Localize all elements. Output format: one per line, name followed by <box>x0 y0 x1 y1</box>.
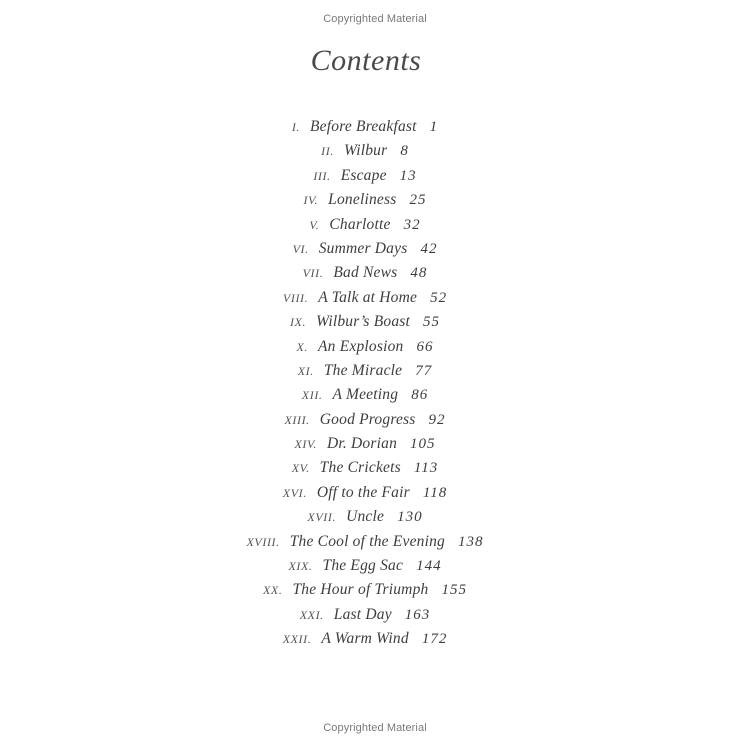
chapter-page-number: 13 <box>399 167 417 184</box>
chapter-numeral: XIII. <box>284 412 310 427</box>
chapter-numeral: XX. <box>263 583 283 598</box>
chapter-title: Charlotte <box>329 215 391 233</box>
chapter-title: Bad News <box>333 264 398 282</box>
chapter-title: Loneliness <box>328 191 397 209</box>
toc-entry <box>0 603 730 627</box>
chapter-page-number: 48 <box>410 265 428 282</box>
toc-entry <box>0 139 730 163</box>
toc-entry <box>0 554 730 578</box>
chapter-title: A Warm Wind <box>321 630 409 648</box>
toc-entry <box>0 335 730 359</box>
chapter-page-number: 66 <box>416 338 434 355</box>
chapter-page-number: 1 <box>429 119 439 135</box>
chapter-title: Off to the Fair <box>316 483 410 501</box>
chapter-title: The Cool of the Evening <box>289 532 446 550</box>
toc-entry <box>0 408 730 432</box>
chapter-title: The Hour of Triumph <box>292 581 429 599</box>
chapter-numeral: XIX. <box>288 559 313 574</box>
toc-entry <box>0 359 730 383</box>
chapter-page-number: 92 <box>428 411 446 428</box>
toc-entry <box>0 505 730 529</box>
toc-entry <box>0 530 730 554</box>
chapter-title: Wilbur’s Boast <box>316 313 411 331</box>
copyright-watermark-top: Copyrighted Material <box>323 13 427 25</box>
chapter-title: The Egg Sac <box>322 557 404 575</box>
chapter-title: A Talk at Home <box>318 288 418 306</box>
chapter-page-number: 144 <box>416 558 442 575</box>
chapter-page-number: 52 <box>430 289 448 306</box>
page-title: Contents <box>310 44 422 77</box>
toc-entry <box>0 286 730 310</box>
chapter-page-number: 8 <box>400 143 409 160</box>
toc-entry <box>0 188 730 212</box>
chapter-numeral: IV. <box>303 193 319 208</box>
chapter-numeral: VI. <box>292 241 309 256</box>
chapter-title: Last Day <box>333 605 392 623</box>
chapter-numeral: IX. <box>289 315 307 330</box>
toc-entry <box>0 261 730 285</box>
chapter-title: Good Progress <box>319 410 416 428</box>
copyright-watermark-bottom: Copyrighted Material <box>323 722 427 734</box>
chapter-title: Wilbur <box>343 142 388 160</box>
chapter-numeral: II. <box>321 144 334 159</box>
toc-entry <box>0 115 730 139</box>
chapter-numeral: XV. <box>291 461 310 476</box>
chapter-page-number: 105 <box>410 436 436 453</box>
chapter-numeral: XVII. <box>307 510 337 525</box>
chapter-numeral: XIV. <box>294 437 317 452</box>
chapter-title: Escape <box>340 166 387 184</box>
chapter-page-number: 25 <box>409 192 427 209</box>
toc-entry <box>0 310 730 334</box>
toc-entry <box>0 164 730 188</box>
chapter-page-number: 172 <box>421 631 448 648</box>
toc-entry <box>0 213 730 237</box>
chapter-numeral: VII. <box>302 266 324 281</box>
chapter-title: An Explosion <box>318 337 404 355</box>
chapter-title: Dr. Dorian <box>326 435 398 453</box>
chapter-title: The Crickets <box>319 459 401 477</box>
chapter-numeral: XII. <box>301 388 323 403</box>
chapter-numeral: XI. <box>297 363 314 378</box>
chapter-title: Uncle <box>346 508 385 526</box>
toc-entry <box>0 432 730 456</box>
chapter-page-number: 55 <box>423 314 441 331</box>
chapter-page-number: 113 <box>413 460 439 477</box>
chapter-title: Summer Days <box>318 239 408 257</box>
chapter-page-number: 32 <box>403 216 421 233</box>
toc-entry <box>0 237 730 261</box>
chapter-title: Before Breakfast <box>310 118 417 135</box>
chapter-title: A Meeting <box>332 386 399 404</box>
chapter-numeral: XVI. <box>282 485 307 500</box>
chapter-page-number: 163 <box>404 606 431 623</box>
table-of-contents <box>0 115 730 652</box>
chapter-page-number: 155 <box>441 582 467 599</box>
chapter-numeral: XXI. <box>299 607 324 622</box>
toc-entry <box>0 456 730 480</box>
toc-entry <box>0 627 730 651</box>
chapter-page-number: 138 <box>458 533 484 550</box>
toc-entry <box>0 481 730 505</box>
chapter-numeral: VIII. <box>282 290 309 305</box>
chapter-page-number: 42 <box>420 240 438 257</box>
chapter-numeral: III. <box>313 168 331 183</box>
chapter-page-number: 130 <box>397 509 423 526</box>
chapter-numeral: V. <box>309 217 320 232</box>
chapter-page-number: 118 <box>422 484 448 501</box>
chapter-title: The Miracle <box>323 361 403 379</box>
toc-entry <box>0 383 730 407</box>
chapter-numeral: XXII. <box>282 632 312 647</box>
chapter-numeral: XVIII. <box>246 534 280 549</box>
chapter-numeral: X. <box>296 339 309 354</box>
toc-entry <box>0 578 730 602</box>
chapter-numeral: I. <box>291 120 301 134</box>
chapter-page-number: 86 <box>411 387 429 404</box>
chapter-page-number: 77 <box>415 362 433 379</box>
